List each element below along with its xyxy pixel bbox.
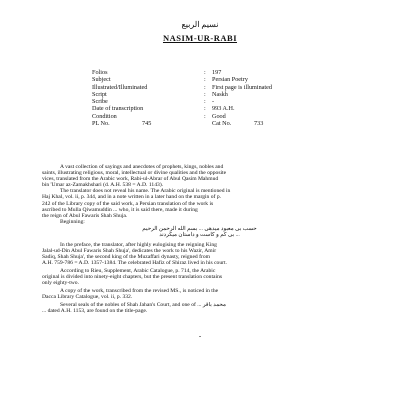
meta-colon: : — [204, 105, 206, 113]
text-line: In the preface, the translator, after highly eulogising the reigning King — [60, 242, 217, 248]
meta-key: Subject — [92, 76, 111, 84]
meta-colon: : — [204, 69, 206, 76]
text-line: vices, translated from the Arabic work, Rabi-ul-Abrar of Abul Qasim Mahmud — [42, 176, 219, 183]
meta-colon: : — [204, 98, 206, 106]
text-line: According to Rieu, Supplement, Arabic Catalogue, p. 714, the Arabic — [60, 268, 216, 274]
text-line: original is divided into ninety-eight chapters, but the present translation contains — [42, 274, 223, 281]
metadata-table — [92, 69, 322, 127]
meta-colon — [204, 120, 212, 127]
text-line: ... dated A.H. 1153, are found on the title-page. — [42, 308, 148, 315]
text-line: Dacca Library Catalogue, vol. ii, p. 332. — [42, 294, 133, 301]
meta-value-group — [212, 120, 322, 127]
meta-key: Illustrated/Illuminated — [92, 83, 148, 91]
meta-key: PL No. — [92, 120, 110, 128]
text-line: Several seals of the nobles of Shah Jahan's Court, and one of ... محمد باقر — [60, 302, 227, 308]
meta-key: Date of transcription — [92, 105, 144, 113]
text-line: Sadiq, Shah Shuja', the second king of the Muzaffari dynasty, reigned from — [42, 254, 211, 261]
text-line: ascribed to Mulla Qiwamuddin ... who, it is said there, made it during — [42, 206, 198, 213]
arabic-quote — [42, 226, 357, 238]
beginning-block — [42, 219, 357, 225]
meta-row — [92, 76, 322, 83]
text-line: 242 of the Library copy of the said work, a Persian translation of the work is — [42, 200, 214, 207]
meta-key-group — [92, 120, 204, 127]
text-line: A vast collection of sayings and anecdotes of prophets, kings, nobles and — [60, 164, 224, 170]
meta-value: 993 A.H. — [212, 105, 235, 113]
meta-row — [92, 120, 322, 127]
meta-colon: : — [204, 83, 206, 91]
arabic-line: ... بی کم و کاست و داستان میکردند — [159, 232, 240, 239]
meta-value: Good — [212, 112, 226, 120]
text-line: Haj Khal, vol. ii, p. 344, and in a note written in a later hand on the margin of p. — [42, 194, 222, 201]
meta-key: Folios — [92, 69, 108, 76]
text-line: the reign of Abul Fawaris Shah Shuja. — [42, 212, 128, 219]
meta-colon: : — [204, 112, 206, 120]
text-line: A.H. 759-786 = A.D. 1357-1384. The celebrated Hafiz of Shiraz lived in his court. — [42, 260, 227, 267]
meta-value-number: 733 — [254, 120, 264, 128]
text-line: saints, illustrating religious, moral, intellectual or divine qualities and the opposite — [42, 170, 227, 177]
text-line: only eighty-two. — [42, 280, 79, 287]
page-title: NASIM-UR-RABI — [162, 33, 238, 43]
paragraph-rieu — [42, 268, 357, 286]
text-line: bin 'Umar az-Zamakhshari (d. A.H. 538 = A.D. 1143). — [42, 182, 164, 189]
meta-value: Cat No. — [212, 120, 232, 128]
paragraph-copy — [42, 288, 357, 300]
meta-key: Scribe — [92, 98, 108, 106]
meta-row — [92, 84, 322, 91]
beginning-label: Beginning: — [60, 219, 85, 225]
arabic-line: حسب بی معبود میدهی ... بسم الله الرحمن الرحیم — [142, 226, 257, 232]
text-line: The translator does not reveal his name. The Arabic original is mentioned in — [60, 188, 231, 195]
meta-row — [92, 98, 322, 105]
paragraph-seals — [42, 302, 357, 314]
end-separator: - — [198, 332, 202, 340]
meta-key-number: 745 — [142, 120, 152, 128]
meta-value: - — [212, 98, 215, 106]
meta-key: Condition — [92, 112, 117, 120]
meta-value: 197 — [212, 69, 222, 76]
arabic-title: نسيم الربيع — [181, 20, 219, 29]
meta-row — [92, 105, 322, 112]
meta-colon: : — [204, 90, 206, 98]
meta-value: Persian Poetry — [212, 76, 248, 84]
meta-key: Script — [92, 90, 107, 98]
meta-value: First page is illuminated — [212, 83, 272, 91]
text-line: A copy of the work, transcribed from the revised MS., is noticed in the — [60, 288, 219, 294]
meta-value: Naskh — [212, 90, 228, 98]
meta-row — [92, 69, 322, 76]
meta-row — [92, 91, 322, 98]
meta-colon: : — [204, 76, 206, 84]
paragraph-intro — [42, 164, 357, 219]
paragraph-preface — [42, 242, 357, 266]
text-line: Jalal-ud-Din Abul Fawaris Shah Shuja', dedicates the work to his Wazir, Amir — [42, 248, 217, 255]
meta-row — [92, 113, 322, 120]
